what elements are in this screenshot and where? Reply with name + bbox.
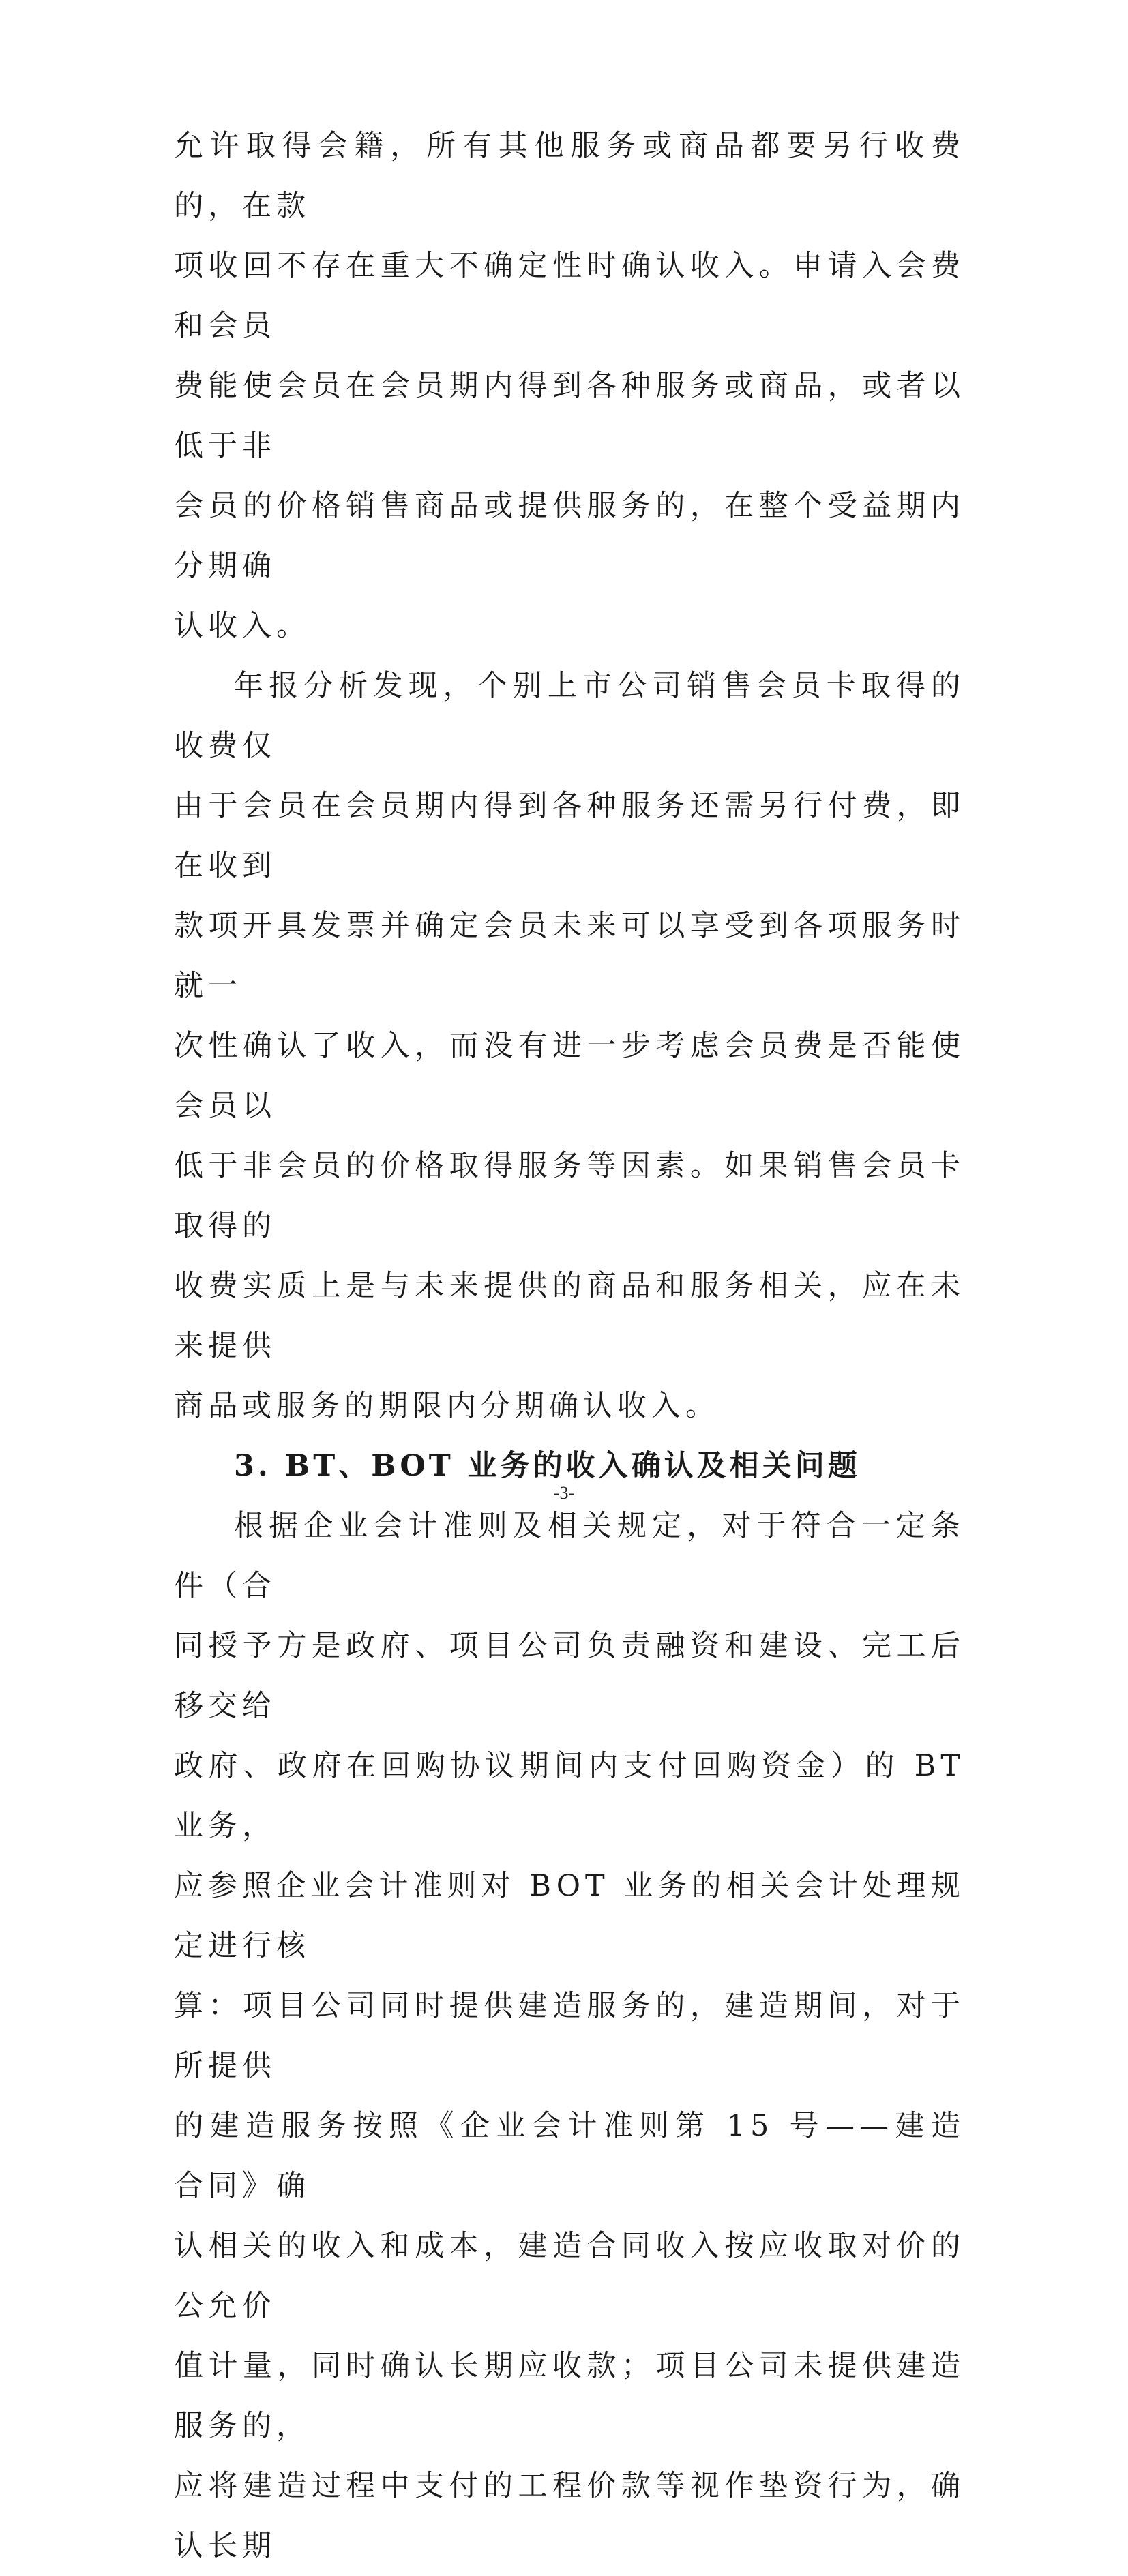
document-body — [174, 116, 965, 2576]
page-number: -3- — [553, 1483, 575, 1503]
section-heading-bt-bot: 3. BT、BOT 业务的收入确认及相关问题 — [234, 1449, 861, 1483]
paragraph-membership-revenue: 允许取得会籍，所有其他服务或商品都要另行收费的，在款 项收回不存在重大不确定性时确认收入。申请入会费和会员 费能使会员在会员期内得到各种服务或商品，或者以低于非 会员的价格销售商品或提供服务的，在整个受益期内分期确 认收入。 — [174, 129, 965, 643]
paragraph-annual-report-analysis: 年报分析发现，个别上市公司销售会员卡取得的收费仅 由于会员在会员期内得到各种服务还需另行付费，即在收到 款项开具发票并确定会员未来可以享受到各项服务时就一 次性确认了收入，而没有进一步考虑会员费是否能使会员以 低于非会员的价格取得服务等因素。如果销售会员卡取得的 收费实质上是与未来提供的商品和服务相关，应在未来提供 商品或服务的期限内分期确认收入。 — [174, 669, 965, 1423]
paragraph-bt-bot-accounting: 根据企业会计准则及相关规定，对于符合一定条件（合 同授予方是政府、项目公司负责融资和建设、完工后移交给 政府、政府在回购协议期间内支付回购资金）的 BT 业务， 应参照企业会计准则对 BOT 业务的相关会计处理规定进行核 算：项目公司同时提供建造服务的，建造期间，对于所提供 的建造服务按照《企业会计准则第 15 号——建造合同》确 认相关的收入和成本，建造合同收入按应收取对价的公允价 值计量，同时确认长期应收款；项目公司未提供建造服务的， 应将建造过程中支付的工程价款等视作垫资行为，确认长期 — [174, 1509, 965, 2563]
